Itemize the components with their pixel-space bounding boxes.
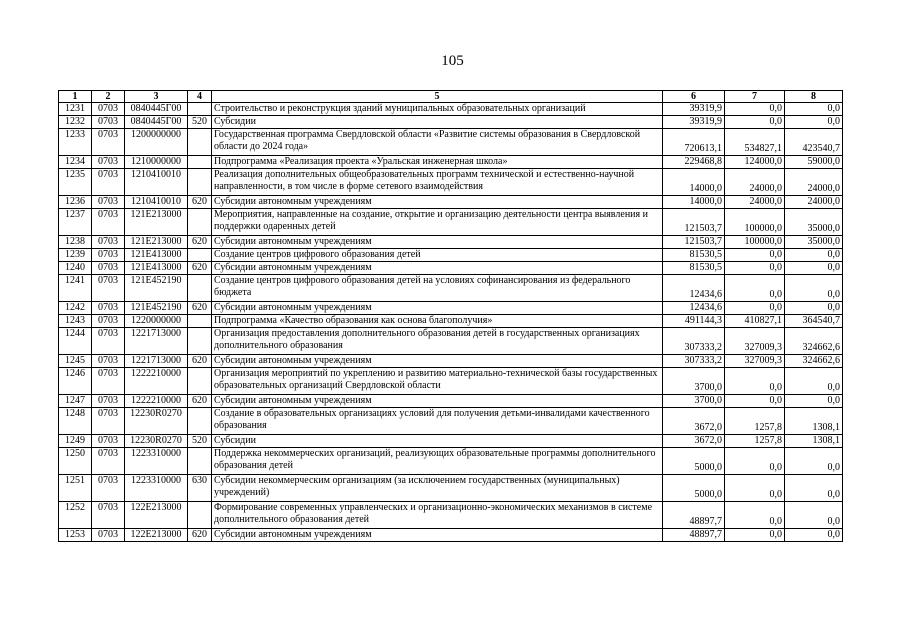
amount-col8-cell: 0,0 <box>785 502 843 529</box>
section-code-cell: 0703 <box>92 408 125 435</box>
row-number-cell: 1242 <box>59 302 92 315</box>
target-code-cell: 1210000000 <box>125 156 188 169</box>
target-code-cell: 1222210000 <box>125 395 188 408</box>
expense-type-cell <box>188 156 212 169</box>
expense-type-cell: 620 <box>188 236 212 249</box>
target-code-cell: 121E213000 <box>125 236 188 249</box>
amount-col7-cell: 0,0 <box>725 249 785 262</box>
amount-col7-cell: 124000,0 <box>725 156 785 169</box>
row-number-cell: 1247 <box>59 395 92 408</box>
description-cell: Мероприятия, направленные на создание, открытие и организацию деятельности центра выявления и поддержки одаренных детей <box>212 209 663 236</box>
table-row <box>59 448 843 475</box>
section-code-cell: 0703 <box>92 116 125 129</box>
amount-col7-cell: 24000,0 <box>725 169 785 196</box>
amount-col7-cell: 0,0 <box>725 475 785 502</box>
section-code-cell: 0703 <box>92 328 125 355</box>
amount-col8-cell: 0,0 <box>785 262 843 275</box>
amount-col8-cell: 24000,0 <box>785 169 843 196</box>
table-row <box>59 275 843 302</box>
expense-type-cell <box>188 209 212 236</box>
table-row <box>59 328 843 355</box>
description-cell: Субсидии автономным учреждениям <box>212 529 663 542</box>
row-number-cell: 1250 <box>59 448 92 475</box>
section-code-cell: 0703 <box>92 475 125 502</box>
expense-type-cell <box>188 328 212 355</box>
amount-col7-cell: 327009,3 <box>725 328 785 355</box>
description-cell: Субсидии автономным учреждениям <box>212 236 663 249</box>
amount-col6-cell: 3700,0 <box>663 395 725 408</box>
page-number: 105 <box>441 53 464 69</box>
row-number-cell: 1236 <box>59 196 92 209</box>
description-cell: Государственная программа Свердловской области «Развитие системы образования в Свердловской области до 2024 года» <box>212 129 663 156</box>
header-cell: 3 <box>125 91 188 103</box>
amount-col8-cell: 0,0 <box>785 249 843 262</box>
expense-type-cell: 620 <box>188 395 212 408</box>
table-row <box>59 156 843 169</box>
amount-col7-cell: 0,0 <box>725 368 785 395</box>
description-cell: Субсидии <box>212 435 663 448</box>
expense-type-cell: 620 <box>188 302 212 315</box>
amount-col6-cell: 307333,2 <box>663 328 725 355</box>
description-cell: Субсидии некоммерческим организациям (за исключением государственных (муниципальных) учреждений) <box>212 475 663 502</box>
section-code-cell: 0703 <box>92 196 125 209</box>
description-cell: Создание в образовательных организациях условий для получения детьми-инвалидами качественного образования <box>212 408 663 435</box>
amount-col8-cell: 0,0 <box>785 275 843 302</box>
table-row <box>59 209 843 236</box>
table-row <box>59 129 843 156</box>
description-cell: Организация предоставления дополнительного образования детей в государственных организациях дополнительного образования <box>212 328 663 355</box>
target-code-cell: 1223310000 <box>125 475 188 502</box>
amount-col6-cell: 12434,6 <box>663 302 725 315</box>
table-row <box>59 169 843 196</box>
amount-col6-cell: 39319,9 <box>663 116 725 129</box>
section-code-cell: 0703 <box>92 355 125 368</box>
table-row <box>59 368 843 395</box>
header-cell: 5 <box>212 91 663 103</box>
row-number-cell: 1233 <box>59 129 92 156</box>
expense-type-cell: 630 <box>188 475 212 502</box>
amount-col6-cell: 81530,5 <box>663 249 725 262</box>
row-number-cell: 1239 <box>59 249 92 262</box>
description-cell: Субсидии автономным учреждениям <box>212 262 663 275</box>
amount-col7-cell: 0,0 <box>725 103 785 116</box>
amount-col8-cell: 0,0 <box>785 103 843 116</box>
amount-col6-cell: 48897,7 <box>663 529 725 542</box>
description-cell: Организация мероприятий по укреплению и развитию материально-технической базы государственных образовательных организаций Свердловской области <box>212 368 663 395</box>
row-number-cell: 1234 <box>59 156 92 169</box>
target-code-cell: 121E413000 <box>125 249 188 262</box>
section-code-cell: 0703 <box>92 529 125 542</box>
row-number-cell: 1241 <box>59 275 92 302</box>
amount-col8-cell: 0,0 <box>785 116 843 129</box>
expense-type-cell <box>188 315 212 328</box>
section-code-cell: 0703 <box>92 249 125 262</box>
row-number-cell: 1249 <box>59 435 92 448</box>
description-cell: Создание центров цифрового образования детей на условиях софинансирования из федерального бюджета <box>212 275 663 302</box>
amount-col6-cell: 12434,6 <box>663 275 725 302</box>
target-code-cell: 1200000000 <box>125 129 188 156</box>
amount-col8-cell: 0,0 <box>785 302 843 315</box>
amount-col8-cell: 35000,0 <box>785 236 843 249</box>
amount-col7-cell: 0,0 <box>725 116 785 129</box>
section-code-cell: 0703 <box>92 236 125 249</box>
section-code-cell: 0703 <box>92 262 125 275</box>
header-cell: 8 <box>785 91 843 103</box>
target-code-cell: 1221713000 <box>125 328 188 355</box>
expense-type-cell: 620 <box>188 355 212 368</box>
expense-type-cell: 620 <box>188 529 212 542</box>
amount-col8-cell: 324662,6 <box>785 355 843 368</box>
target-code-cell: 0840445Г00 <box>125 103 188 116</box>
section-code-cell: 0703 <box>92 169 125 196</box>
expense-type-cell <box>188 129 212 156</box>
amount-col6-cell: 121503,7 <box>663 209 725 236</box>
amount-col7-cell: 0,0 <box>725 262 785 275</box>
section-code-cell: 0703 <box>92 129 125 156</box>
amount-col6-cell: 3672,0 <box>663 435 725 448</box>
target-code-cell: 12230R0270 <box>125 435 188 448</box>
row-number-cell: 1237 <box>59 209 92 236</box>
section-code-cell: 0703 <box>92 368 125 395</box>
target-code-cell: 121E452190 <box>125 275 188 302</box>
expense-type-cell <box>188 368 212 395</box>
amount-col6-cell: 307333,2 <box>663 355 725 368</box>
table-row <box>59 236 843 249</box>
row-number-cell: 1243 <box>59 315 92 328</box>
target-code-cell: 1221713000 <box>125 355 188 368</box>
expense-type-cell <box>188 448 212 475</box>
target-code-cell: 121E452190 <box>125 302 188 315</box>
target-code-cell: 121E413000 <box>125 262 188 275</box>
row-number-cell: 1240 <box>59 262 92 275</box>
amount-col8-cell: 1308,1 <box>785 435 843 448</box>
target-code-cell: 0840445Г00 <box>125 116 188 129</box>
row-number-cell: 1235 <box>59 169 92 196</box>
table-row <box>59 116 843 129</box>
amount-col6-cell: 121503,7 <box>663 236 725 249</box>
row-number-cell: 1246 <box>59 368 92 395</box>
target-code-cell: 1223310000 <box>125 448 188 475</box>
table-row <box>59 502 843 529</box>
target-code-cell: 12230R0270 <box>125 408 188 435</box>
header-cell: 4 <box>188 91 212 103</box>
amount-col7-cell: 410827,1 <box>725 315 785 328</box>
amount-col6-cell: 14000,0 <box>663 169 725 196</box>
amount-col8-cell: 0,0 <box>785 395 843 408</box>
expense-type-cell <box>188 169 212 196</box>
table-row <box>59 103 843 116</box>
amount-col6-cell: 14000,0 <box>663 196 725 209</box>
expense-type-cell: 620 <box>188 262 212 275</box>
header-cell: 2 <box>92 91 125 103</box>
description-cell: Поддержка некоммерческих организаций, реализующих образовательные программы дополнительного образования детей <box>212 448 663 475</box>
description-cell: Строительство и реконструкция зданий муниципальных образовательных организаций <box>212 103 663 116</box>
target-code-cell: 1210410010 <box>125 196 188 209</box>
row-number-cell: 1244 <box>59 328 92 355</box>
amount-col6-cell: 229468,8 <box>663 156 725 169</box>
target-code-cell: 121E213000 <box>125 209 188 236</box>
amount-col6-cell: 720613,1 <box>663 129 725 156</box>
amount-col7-cell: 0,0 <box>725 302 785 315</box>
table-row <box>59 355 843 368</box>
section-code-cell: 0703 <box>92 435 125 448</box>
row-number-cell: 1253 <box>59 529 92 542</box>
table-row <box>59 475 843 502</box>
amount-col8-cell: 35000,0 <box>785 209 843 236</box>
amount-col7-cell: 24000,0 <box>725 196 785 209</box>
table-row <box>59 262 843 275</box>
amount-col7-cell: 0,0 <box>725 275 785 302</box>
row-number-cell: 1245 <box>59 355 92 368</box>
description-cell: Реализация дополнительных общеобразовательных программ технической и естественно-научной направленности, в том числе в форме сетевого взаимодействия <box>212 169 663 196</box>
table-row <box>59 196 843 209</box>
description-cell: Подпрограмма «Качество образования как основа благополучия» <box>212 315 663 328</box>
table-row <box>59 315 843 328</box>
section-code-cell: 0703 <box>92 103 125 116</box>
description-cell: Субсидии <box>212 116 663 129</box>
section-code-cell: 0703 <box>92 209 125 236</box>
amount-col6-cell: 39319,9 <box>663 103 725 116</box>
table-row <box>59 435 843 448</box>
section-code-cell: 0703 <box>92 275 125 302</box>
amount-col6-cell: 48897,7 <box>663 502 725 529</box>
row-number-cell: 1252 <box>59 502 92 529</box>
amount-col8-cell: 324662,6 <box>785 328 843 355</box>
expense-type-cell <box>188 502 212 529</box>
section-code-cell: 0703 <box>92 302 125 315</box>
description-cell: Субсидии автономным учреждениям <box>212 395 663 408</box>
amount-col6-cell: 3672,0 <box>663 408 725 435</box>
expense-type-cell <box>188 249 212 262</box>
amount-col7-cell: 0,0 <box>725 529 785 542</box>
table-row <box>59 395 843 408</box>
amount-col7-cell: 0,0 <box>725 395 785 408</box>
row-number-cell: 1238 <box>59 236 92 249</box>
amount-col8-cell: 59000,0 <box>785 156 843 169</box>
amount-col7-cell: 1257,8 <box>725 408 785 435</box>
table-row <box>59 302 843 315</box>
target-code-cell: 122E213000 <box>125 502 188 529</box>
amount-col8-cell: 1308,1 <box>785 408 843 435</box>
amount-col7-cell: 100000,0 <box>725 236 785 249</box>
header-cell: 6 <box>663 91 725 103</box>
description-cell: Создание центров цифрового образования детей <box>212 249 663 262</box>
budget-table <box>58 90 843 542</box>
header-row <box>59 91 843 103</box>
row-number-cell: 1248 <box>59 408 92 435</box>
table-row <box>59 249 843 262</box>
amount-col6-cell: 491144,3 <box>663 315 725 328</box>
amount-col6-cell: 81530,5 <box>663 262 725 275</box>
amount-col7-cell: 0,0 <box>725 448 785 475</box>
expense-type-cell: 620 <box>188 196 212 209</box>
amount-col6-cell: 5000,0 <box>663 448 725 475</box>
section-code-cell: 0703 <box>92 156 125 169</box>
row-number-cell: 1232 <box>59 116 92 129</box>
expense-type-cell: 520 <box>188 435 212 448</box>
amount-col8-cell: 0,0 <box>785 529 843 542</box>
expense-type-cell <box>188 275 212 302</box>
section-code-cell: 0703 <box>92 395 125 408</box>
header-cell: 7 <box>725 91 785 103</box>
amount-col8-cell: 0,0 <box>785 368 843 395</box>
target-code-cell: 1222210000 <box>125 368 188 395</box>
amount-col8-cell: 0,0 <box>785 448 843 475</box>
amount-col7-cell: 327009,3 <box>725 355 785 368</box>
section-code-cell: 0703 <box>92 502 125 529</box>
description-cell: Подпрограмма «Реализация проекта «Уральская инженерная школа» <box>212 156 663 169</box>
amount-col7-cell: 534827,1 <box>725 129 785 156</box>
expense-type-cell: 520 <box>188 116 212 129</box>
row-number-cell: 1251 <box>59 475 92 502</box>
amount-col7-cell: 100000,0 <box>725 209 785 236</box>
amount-col8-cell: 24000,0 <box>785 196 843 209</box>
expense-type-cell <box>188 103 212 116</box>
description-cell: Субсидии автономным учреждениям <box>212 196 663 209</box>
amount-col7-cell: 0,0 <box>725 502 785 529</box>
amount-col7-cell: 1257,8 <box>725 435 785 448</box>
header-cell: 1 <box>59 91 92 103</box>
target-code-cell: 1210410010 <box>125 169 188 196</box>
description-cell: Субсидии автономным учреждениям <box>212 355 663 368</box>
target-code-cell: 122E213000 <box>125 529 188 542</box>
table-row <box>59 529 843 542</box>
table-body <box>59 103 843 542</box>
amount-col8-cell: 423540,7 <box>785 129 843 156</box>
description-cell: Формирование современных управленческих и организационно-экономических механизмов в системе дополнительного образования детей <box>212 502 663 529</box>
amount-col8-cell: 364540,7 <box>785 315 843 328</box>
amount-col6-cell: 3700,0 <box>663 368 725 395</box>
amount-col6-cell: 5000,0 <box>663 475 725 502</box>
section-code-cell: 0703 <box>92 448 125 475</box>
description-cell: Субсидии автономным учреждениям <box>212 302 663 315</box>
target-code-cell: 1220000000 <box>125 315 188 328</box>
expense-type-cell <box>188 408 212 435</box>
row-number-cell: 1231 <box>59 103 92 116</box>
table-row <box>59 408 843 435</box>
section-code-cell: 0703 <box>92 315 125 328</box>
amount-col8-cell: 0,0 <box>785 475 843 502</box>
